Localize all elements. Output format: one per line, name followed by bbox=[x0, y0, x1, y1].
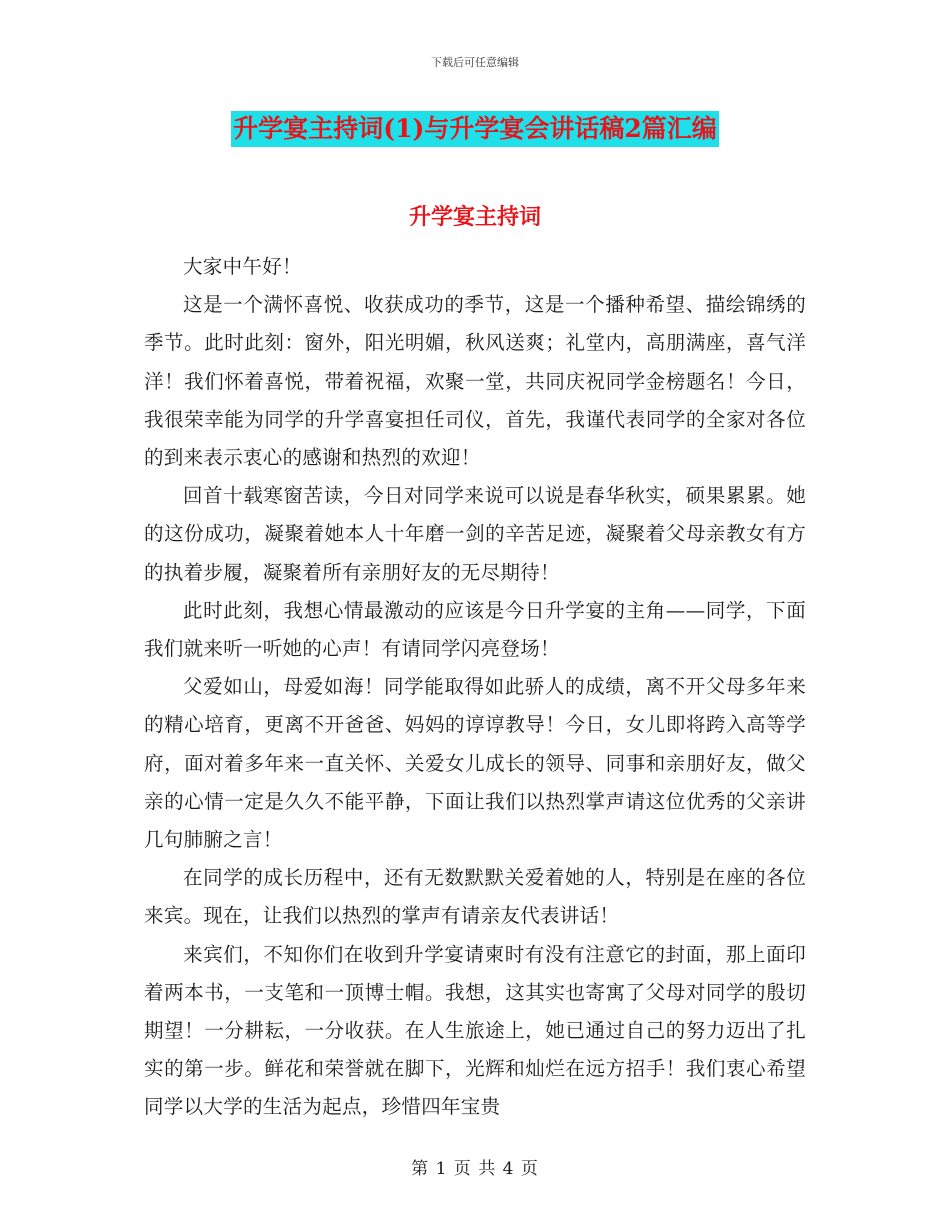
paragraph: 这是一个满怀喜悦、收获成功的季节，这是一个播种希望、描绘锦绣的季节。此时此刻：窗外，阳光明媚，秋风送爽；礼堂内，高朋满座，喜气洋洋！我们怀着喜悦，带着祝福，欢聚一堂，共同庆祝同学金榜题名！今日，我很荣幸能为同学的升学喜宴担任司仪，首先，我谨代表同学的全家对各位的到来表示衷心的感谢和热烈的欢迎！ bbox=[144, 293, 806, 470]
paragraph: 回首十载寒窗苦读，今日对同学来说可以说是春华秋实，硕果累累。她的这份成功，凝聚着她本人十年磨一剑的辛苦足迹，凝聚着父母亲教女有方的执着步履，凝聚着所有亲朋好友的无尽期待！ bbox=[144, 484, 806, 584]
paragraph: 父爱如山，母爱如海！同学能取得如此骄人的成绩，离不开父母多年来的精心培育，更离不开爸爸、妈妈的谆谆教导！今日，女儿即将跨入高等学府，面对着多年来一直关怀、关爱女儿成长的领导、同事和亲朋好友，做父亲的心情一定是久久不能平静，下面让我们以热烈掌声请这位优秀的父亲讲几句肺腑之言！ bbox=[144, 675, 806, 852]
document-title-wrapper bbox=[0, 111, 950, 147]
document-title: 升学宴主持词(1)与升学宴会讲话稿2篇汇编 bbox=[231, 111, 718, 147]
paragraph: 大家中午好！ bbox=[183, 255, 302, 278]
section-title: 升学宴主持词 bbox=[408, 204, 541, 230]
paragraph: 来宾们，不知你们在收到升学宴请柬时有没有注意它的封面，那上面印着两本书，一支笔和一顶博士帽。我想，这其实也寄寓了父母对同学的殷切期望！一分耕耘，一分收获。在人生旅途上，她已通过自己的努力迈出了扎实的第一步。鲜花和荣誉就在脚下，光辉和灿烂在远方招手！我们衷心希望同学以大学的生活为起点，珍惜四年宝贵 bbox=[144, 942, 806, 1119]
paragraph: 在同学的成长历程中，还有无数默默关爱着她的人，特别是在座的各位来宾。现在，让我们以热烈的掌声有请亲友代表讲话！ bbox=[144, 866, 806, 928]
document-body bbox=[144, 248, 806, 1127]
header-note: 下载后可任意编辑 bbox=[431, 56, 519, 69]
paragraph: 此时此刻，我想心情最激动的应该是今日升学宴的主角——同学，下面我们就来听一听她的心声！有请同学闪亮登场！ bbox=[144, 598, 806, 661]
page-number: 第 1 页 共 4 页 bbox=[411, 1159, 539, 1179]
